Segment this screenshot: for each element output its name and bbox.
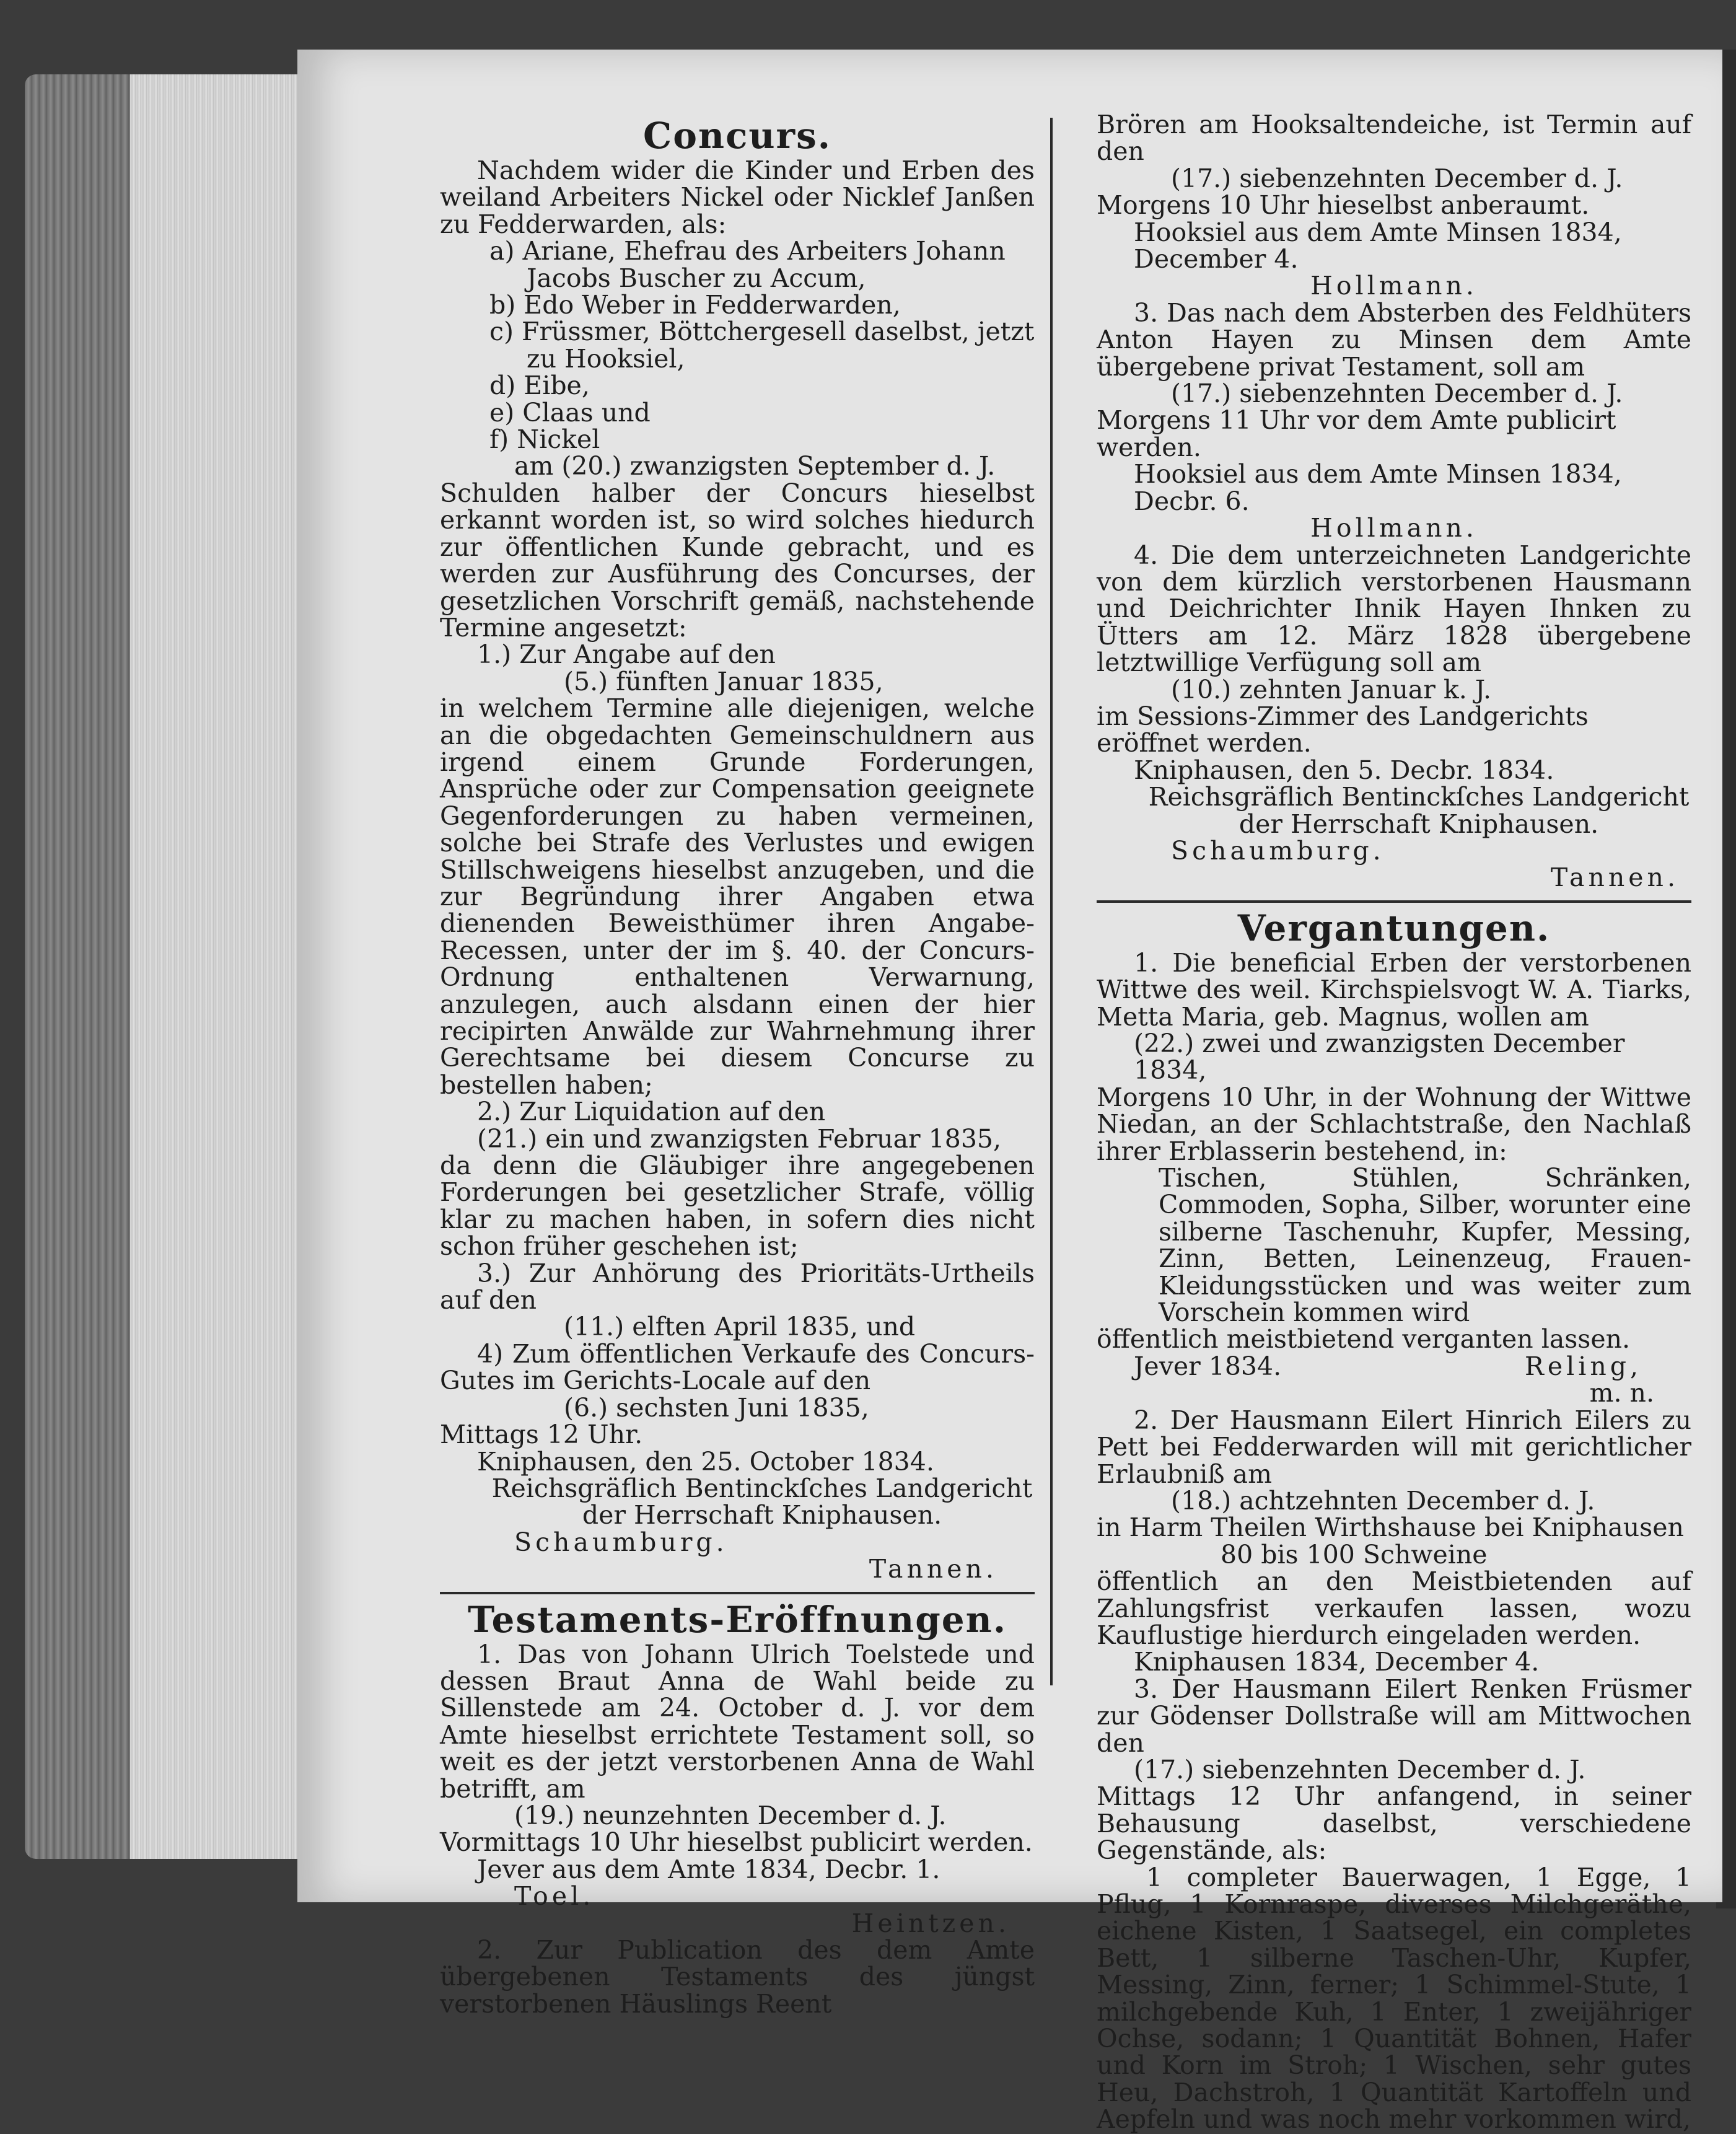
concurs-heading: Concurs. [643,115,831,157]
testament-4-date: (10.) zehnten Januar k. J. [1171,674,1492,705]
testament-4-signature-1: Schaumburg. [1171,835,1385,866]
auction-2-text-3: öffentlich an den Meistbietenden auf Zahlungsfrist verkaufen lassen, wozu Kauflustige hierdurch eingeladen werden. [1097,1566,1691,1650]
term4-date: (6.) sechsten Juni 1835, [564,1392,869,1423]
auction-3-text-2: Mittags 12 Uhr anfangend, in seiner Behausung daselbst, verschiedene Gegenstände, als: [1097,1781,1691,1866]
testaments-heading: Testaments-Eröffnungen. [467,1598,1007,1641]
term3-label: 3.) Zur Anhörung des Prioritäts-Urtheils auf den [440,1258,1035,1315]
testament-2-date: (17.) siebenzehnten December d. J. [1171,163,1623,193]
testament-2-continued: Brören am Hooksaltendeiche, ist Termin auf den [1097,110,1691,167]
testament-1-time: Vormittags 10 Uhr hieselbst publicirt werden. [440,1827,1033,1858]
term4-time: Mittags 12 Uhr. [440,1420,643,1450]
column-divider [1050,118,1053,1685]
testament-4-court: Reichsgräflich Bentinckſches Landgericht der Herrschaft Kniphausen. [1148,782,1690,839]
auction-1-footer [1097,1353,1691,1380]
concurs-signature-1: Schaumburg. [514,1527,728,1557]
testament-1-date: (19.) neunzehnten December d. J. [514,1800,947,1830]
auction-1-signature-2: m. n. [1589,1378,1654,1408]
term1-label: 1.) Zur Angabe auf den [477,639,776,670]
testament-1-signature-2: Heintzen. [851,1908,1010,1938]
auction-1-date: (22.) zwei und zwanzigsten December 1834, [1134,1029,1625,1086]
book-cover-edge [25,74,142,1859]
concurs-intro: Nachdem wider die Kinder und Erben des weiland Arbeiters Nickel oder Nicklef Janßen zu Fedderwarden, als: [440,156,1035,239]
term4-label: 4) Zum öffentlichen Verkaufe des Concurs-Gutes im Gerichts-Locale auf den [440,1338,1035,1396]
page-stack-edge [130,74,316,1859]
term2-label: 2.) Zur Liquidation auf den [477,1097,826,1127]
term3-date: (11.) elften April 1835, und [564,1312,916,1342]
heir-item: a) Ariane, Ehefrau des Arbeiters Johann Jacobs Buscher zu Accum, [489,236,1006,293]
auction-1-text: 1. Die beneficial Erben der verstorbenen Wittwe des weil. Kirchspielsvogt W. A. Tiarks, Metta Maria, geb. Magnus, wollen am [1097,947,1691,1032]
heir-item: c) Früssmer, Böttchergesell daselbst, jetzt zu Hooksiel, [489,317,1035,374]
testament-4-text: 4. Die dem unterzeichneten Landgerichte von dem kürzlich verstorbenen Hausmann und Deichrichter Ihnik Hayen Ihnken zu Ütters am 12. März 1828 übergebene letztwillige Verfügung soll am [1097,540,1691,678]
testament-3-signature: Hollmann. [1310,513,1478,543]
section-rule [1097,900,1691,903]
left-column [440,112,1035,2018]
heir-item: e) Claas und [489,397,651,428]
testament-3-date: (17.) siebenzehnten December d. J. [1171,379,1623,409]
auction-1-text-2: Morgens 10 Uhr, in der Wohnung der Wittwe Niedan, an der Schlachtstraße, den Nachlaß ihrer Erblasserin bestehend, in: [1097,1082,1691,1166]
auction-2-place: Kniphausen 1834, December 4. [1134,1647,1540,1677]
testament-4-place: Kniphausen, den 5. Decbr. 1834. [1134,755,1554,785]
testament-2-signature: Hollmann. [1310,271,1478,301]
auction-1-end: öffentlich meistbietend verganten lassen. [1097,1324,1631,1355]
testament-4-time: im Sessions-Zimmer des Landgerichts eröffnet werden. [1097,701,1589,758]
auction-3-items: 1 completer Bauerwagen, 1 Egge, 1 Pflug, 1 Kornraspe, diverses Milchgeräthe, eichene Kisten, 1 Saatsegel, ein completes Bett, 1 silberne Taschen-Uhr, Kupfer, Messing, Zinn, ferner; 1 Schimmel-Stute, 1 milchgebende Kuh, 1 Enter, 1 zweijähriger Ochse, sodann; 1 Quantität Bohnen, Hafer und Korn im Stroh; 1 Wischen, sehr gutes Heu, Dachstroh, 1 Quantität Kartoffeln und Aepfeln und was noch mehr vorkommen wird, [1097,1862,1691,2134]
term2-date: (21.) ein und zwanzigsten Februar 1835, [477,1123,1002,1154]
heir-item: b) Edo Weber in Fedderwarden, [489,290,901,320]
vergantungen-heading: Vergantungen. [1237,907,1551,949]
auction-2-text-2: in Harm Theilen Wirthshause bei Kniphausen [1097,1513,1684,1543]
auction-1-items: Tischen, Stühlen, Schränken, Commoden, Sopha, Silber, worunter eine silberne Taschenuhr, Kupfer, Messing, Zinn, Betten, Leinenzeug, Frauen-Kleidungsstücken und was weiter zum Vorschein kommen wird [1159,1163,1691,1328]
concurs-date: am (20.) zwanzigsten September d. J. [514,451,996,481]
testament-1-signature-1: Toel. [514,1881,595,1912]
term1-date: (5.) fünften Januar 1835, [564,666,883,696]
document-page [297,50,1722,2134]
concurs-place-date: Kniphausen, den 25. October 1834. [477,1446,934,1477]
auction-2-quantity: 80 bis 100 Schweine [1221,1539,1488,1570]
heir-list [440,238,1035,453]
testament-3-time: Morgens 11 Uhr vor dem Amte publicirt werden. [1097,405,1616,462]
concurs-court: Reichsgräflich Bentinckſches Landgericht der Herrschaft Kniphausen. [491,1473,1033,1530]
testament-3-text: 3. Das nach dem Absterben des Feldhüters Anton Hayen zu Minsen dem Amte übergebene privat Testament, soll am [1097,297,1691,382]
testament-1-text: 1. Das von Johann Ulrich Toelstede und dessen Braut Anna de Wahl beide zu Sillenstede am 24. October d. J. vor dem Amte hieselbst errichtete Testament soll, so weit es der jetzt verstorbenen Anna de Wahl betrifft, am [440,1639,1035,1804]
auction-2-date: (18.) achtzehnten December d. J. [1171,1485,1595,1516]
concurs-body: Schulden halber der Concurs hieselbst erkannt worden ist, so wird solches hiedurch zur öffentlichen Kunde gebracht, und es werden zur Ausführung des Concurses, der gesetzlichen Vorschrift gemäß, nachstehende Termine angesetzt: [440,478,1035,643]
heir-item: f) Nickel [489,424,600,455]
section-rule [440,1592,1035,1594]
testament-1-place: Jever aus dem Amte 1834, Decbr. 1. [477,1854,940,1884]
testament-3-place: Hooksiel aus dem Amte Minsen 1834, Decbr. 6. [1134,459,1622,516]
auction-3-date: (17.) siebenzehnten December d. J. [1134,1754,1586,1785]
auction-2-text: 2. Der Hausmann Eilert Hinrich Eilers zu Pett bei Fedderwarden will mit gerichtlicher Erlaubniß am [1097,1405,1691,1489]
term1-text: in welchem Termine alle diejenigen, welche an die obgedachten Gemeinschuldnern aus irgend einem Grunde Forderungen, Ansprüche oder zur Compensation geeignete Gegenforderungen zu haben vermeinen, solche bei Strafe des Verlustes und ewigen Stillschweigens hieselbst anzugeben, und die zur Begründung ihrer Angaben etwa dienenden Beweisthümer ihren Angabe-Recessen, unter der im §. 40. der Concurs-Ordnung enthaltenen Verwarnung, anzulegen, auch alsdann einen der hier recipirten Anwälde zur Wahrnehmung ihrer Gerechtsame bei diesem Concurse zu bestellen haben; [440,693,1035,1100]
testament-2-place: Hooksiel aus dem Amte Minsen 1834, December 4. [1134,217,1622,274]
right-column [1097,112,1691,2133]
heir-item: d) Eibe, [489,371,590,401]
testament-4-signature-2: Tannen. [1550,863,1679,893]
testament-2-text: 2. Zur Publication des dem Amte übergebenen Testaments des jüngst verstorbenen Häuslings Reent [440,1935,1035,2019]
auction-1-place: Jever 1834. [1134,1351,1282,1381]
concurs-signature-2: Tannen. [869,1554,997,1584]
term2-text: da denn die Gläubiger ihre angegebenen Forderungen bei gesetzlicher Strafe, völlig klar zu machen haben, in sofern dies nicht schon früher geschehen ist; [440,1151,1035,1262]
auction-3-text: 3. Der Hausmann Eilert Renken Früsmer zur Gödenser Dollstraße will am Mittwochen den [1097,1674,1691,1758]
testament-2-time: Morgens 10 Uhr hieselbst anberaumt. [1097,190,1590,221]
auction-1-signature-1: Reling, [1524,1351,1642,1381]
